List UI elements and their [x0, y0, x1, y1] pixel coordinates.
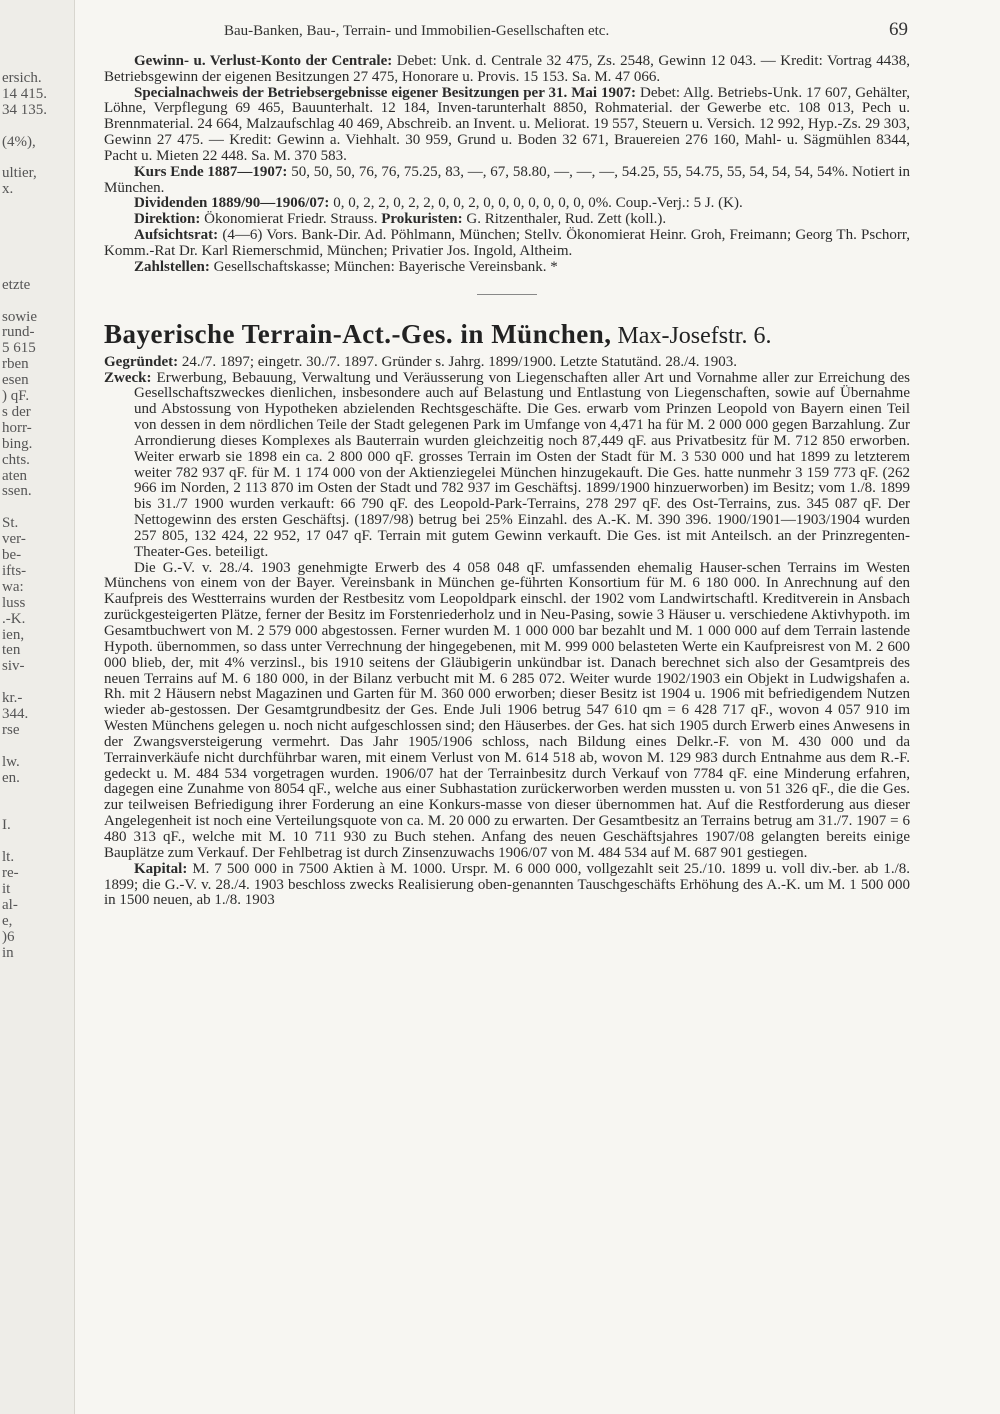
- dividenden-label: Dividenden 1889/90—1906/07:: [134, 195, 330, 212]
- gutter-fragment: esen: [2, 372, 29, 389]
- gutter-fragment: al-: [2, 896, 18, 913]
- gutter-fragment: rund-: [2, 324, 35, 341]
- kapital-paragraph: [104, 862, 910, 910]
- dividenden-text: 0, 0, 2, 2, 0, 2, 2, 0, 0, 2, 0, 0, 0, 0, 0, 0, 0, 0%. Coup.-Verj.: 5 J. (K).: [329, 195, 743, 212]
- zweck-text: Erwerbung, Bebauung, Verwaltung und Veräusserung von Liegenschaften aller Art und Vornahme aller zur Erreichung des Gesellschaftszweckes dienlichen, insbesondere auch auf Belastung und Entlastung von Liegenschaften, sowie auf Übernahme und Abstossung von Hypotheken abzielenden Rechtsgeschäfte. Die Ges. erwarb vom Prinzen Leopold von Bayern einen Teil von dessen in dem nördlichen Teile der Stadt gelegenen Park im Umfange von 4,471 ha für M. 2 000 000 gegen Barzahlung. Zur Arrondierung dieses Komplexes als Bauterrain wurden gleichzeitig noch 87,449 qF. aus Privatbesitz für M. 712 850 erworben. Weiter erwarb sie 1898 ein ca. 2 800 000 qF. grosses Terrain im Osten der Stadt für M. 3 530 000 und hat 1899 zu letzterem weiter 782 937 qF. für M. 1 174 000 von der Aktienziegelei München hinzugekauft. Die Ges. hatte nunmehr 3 159 773 qF. (262 966 im Norden, 2 113 870 im Osten der Stadt und 782 937 im Geschäftsj. 1899/1900 hinzuerworben) im Besitz; vom 1./8. 1899 bis 31./7 1900 wurden verkauft: 66 790 qF. des Leopold-Park-Terrains, 278 297 qF. des Ost-Terrains, zus. 345 087 qF. Der Nettogewinn des ersten Geschäftsj. (1897/98) betrug bei 25% Einzahl. des A.-K. M. 390 396. 1900/1901—1903/1904 wurden 257 805, 132 424, 22 952, 17 047 qF. Terrain mit gutem Gewinn verkauft. Die Ges. ist mit Anteilsch. an der Prinzregenten-Theater-Ges. beteiligt.: [134, 369, 910, 560]
- gutter-fragment: chts.: [2, 451, 30, 468]
- page: [104, 19, 911, 909]
- dividenden-paragraph: [104, 196, 910, 212]
- kurs-paragraph: [104, 165, 910, 197]
- prokuristen-label: Prokuristen:: [381, 211, 463, 228]
- direktion-paragraph: [104, 212, 910, 228]
- gutter-fragment: )6: [2, 928, 15, 945]
- gutter-fragment: (4%),: [2, 133, 36, 150]
- gutter-fragment: 5 615: [2, 340, 36, 357]
- gutter-fragment: 344.: [2, 706, 29, 722]
- zweck-paragraph: [104, 371, 910, 561]
- kapital-text: M. 7 500 000 in 7500 Aktien à M. 1000. Urspr. M. 6 000 000, vollgezahlt seit 25./10. 1899 u. voll div.-ber. ab 1./8. 1899; die G.-V. v. 28./4. 1903 beschloss zwecks Realisierung oben-genannten Tauschgeschäfts Erhöhung des A.-K. um M. 1 500 000 in 1500 neuen, ab 1./8. 1903: [104, 860, 910, 909]
- gutter-fragment: sowie: [2, 308, 37, 325]
- page-number: 69: [889, 19, 908, 40]
- left-margin-previous-page: [0, 0, 75, 1414]
- specialnachweis-label: Specialnachweis der Betriebsergebnisse eigener Besitzungen per 31. Mai 1907:: [134, 84, 637, 101]
- specialnachweis-paragraph: [104, 86, 910, 165]
- gutter-fragment: ifts-: [2, 562, 27, 579]
- company-address: Max-Josefstr. 6.: [611, 322, 772, 349]
- gutter-fragment: kr.-: [2, 690, 23, 707]
- page-header: [224, 19, 910, 40]
- zahlstellen-paragraph: [104, 260, 910, 276]
- gutter-fragment: lw.: [2, 753, 20, 770]
- gutter-fragment: e,: [2, 912, 13, 929]
- gutter-fragment: in: [2, 944, 14, 961]
- aufsichtsrat-label: Aufsichtsrat:: [134, 227, 219, 244]
- gutter-fragment: rben: [2, 356, 29, 373]
- gutter-fragment: aten: [2, 467, 27, 484]
- gutter-fragment: ) qF.: [2, 388, 30, 404]
- kurs-label: Kurs Ende 1887—1907:: [134, 163, 288, 180]
- gutter-fragment: luss: [2, 594, 26, 611]
- gegruendet-text: 24./7. 1897; eingetr. 30./7. 1897. Gründer s. Jahrg. 1899/1900. Letzte Statutänd. 28./4. 1903.: [178, 353, 737, 370]
- aufsichtsrat-text: (4—6) Vors. Bank-Dir. Ad. Pöhlmann, München; Stellv. Ökonomierat Heinr. Groh, Freimann; Georg Th. Pschorr, Komm.-Rat Dr. Karl Riemerschmid, München; Privatier Jos. Ingold, Altheim.: [104, 227, 910, 259]
- specialnachweis-text: Debet: Allg. Betriebs-Unk. 17 607, Gehälter, Löhne, Verpflegung 69 465, Bauunterhalt. 12 184, Inven-tarunterhalt 8850, Rohmaterial. der Gewerbe etc. 108 013, Pech u. Brennmaterial. 24 664, Malzaufschlag 40 469, Abschreib. an Invent. u. Meliorat. 19 557, Steuern u. Versich. 12 992, Hyp.-Zs. 29 303, Gewinn 27 475. — Kredit: Gewinn a. Viehhalt. 30 959, Grund u. Boden 32 671, Brauereien 276 160, Mahl- u. Sägmühlen 8344, Pacht u. Mieten 22 448. Sa. M. 370 583.: [104, 84, 910, 164]
- direktion-text: Ökonomierat Friedr. Strauss.: [200, 211, 378, 228]
- gutter-fragment: lt.: [2, 849, 15, 866]
- kapital-label: Kapital:: [134, 860, 188, 877]
- gutter-fragment: x.: [2, 181, 14, 198]
- gutter-fragment: s der: [2, 403, 31, 420]
- gutter-fragment: St.: [2, 515, 19, 532]
- gutter-fragment: ultier,: [2, 165, 37, 182]
- section-divider: [477, 294, 537, 295]
- aufsichtsrat-paragraph: [104, 228, 910, 260]
- gutter-fragment: it: [2, 880, 11, 897]
- generalversammlung-paragraph: Die G.-V. v. 28./4. 1903 genehmigte Erwerb des 4 058 048 qF. umfassenden ehemalig Hauser-schen Terrains im Westen Münchens von einem von der Bayer. Vereinsbank in München ge-führten Konsortium für M. 6 180 000. In Anrechnung auf den Kaufpreis des Westterrains wurden der Restbesitz vom Leopoldpark einschl. der 1902 vom Landwirtschaftl. Kreditverein in Ansbach zurückgesteigerten Plätze, ferner der Besitz im Forstenriederholz und in Neu-Pasing, sowie 3 Häuser u. verschiedene Aktivhypoth. im Gesamtbuchwert von M. 2 579 000 abgestossen. Ferner wurden M. 1 000 000 bar bezahlt und M. 1 000 000 auf dem Terrain lastende Hypoth. übernommen, so dass unter Verrechnung der hingegebenen, mit M. 999 000 belasteten Werte ein Kaufpreisrest von M. 2 600 000 blieb, der, mit 4% verzinsl., bis 1910 seitens der Gläubigerin unkündbar ist. Danach berechnet sich also der Gesamtpreis des neuen Terrains auf M. 6 180 000, in der Bilanz verbucht mit M. 6 285 072. Weiter wurde 1902/1903 ein Objekt in Ludwigshafen a. Rh. mit 2 Häusern nebst Magazinen und Garten für M. 360 000 erworben; dieser Besitz ist 1904 u. 1906 mit befriedigendem Nutzen wieder ab-gestossen. Der Gesamtgrundbesitz der Ges. Ende Juli 1906 betrug 547 610 qm = 6 428 717 qF., wovon 4 057 910 im Westen Münchens gelegen u. noch nicht aufgeschlossen sind; den Häuserbes. der Ges. hat sich 1905 durch Erwerb eines Anwesens in der Zwangsversteigerung vermehrt. Das Jahr 1905/1906 schloss, nach Bildung eines Delkr.-F. von M. 430 000 und da Terrainverkäufe nicht durchführbar waren, mit einem Verlust von M. 614 518 ab, wovon M. 129 983 durch Entnahme aus dem R.-F. gedeckt u. M. 484 534 vorgetragen wurden. 1906/07 hat der Terrainbesitz durch Verkauf von 7784 qF. eine Minderung erfahren, dagegen eine Zunahme von 8054 qF., welche aus einer Subhastation zurückerworben werden mussten u. von 51 326 qF., die die Ges. zur teilweisen Befriedigung ihrer Forderung an eine Konkurs-masse von dieser übernommen hat. Auf die Restforderung aus dieser Angelegenheit ist noch eine Verteilungsquote von ca. M. 20 000 zu erwarten. Der Gesamtbesitz an Terrains betrug am 31./7. 1907 = 6 480 313 qF., welche mit M. 10 711 930 zu Buch stehen. Anfang des neuen Geschäftsjahres 1907/08 gelangten bereits einige Bauplätze zum Verkauf. Der Fehlbetrag ist durch Zinsenzuwachs 1906/07 von M. 484 534 auf M. 687 901 gestiegen.: [104, 559, 910, 861]
- zahlstellen-label: Zahlstellen:: [134, 258, 210, 275]
- gv-konto-paragraph: [104, 54, 910, 86]
- gutter-fragment: rse: [2, 721, 20, 738]
- company-name: Bayerische Terrain-Act.-Ges. in München,: [104, 318, 612, 349]
- gutter-fragment: en.: [2, 769, 20, 786]
- prokuristen-text: G. Ritzenthaler, Rud. Zett (koll.).: [462, 211, 667, 228]
- gutter-fragment: be-: [2, 547, 22, 563]
- gutter-fragment: bing.: [2, 435, 33, 452]
- gegruendet-paragraph: [104, 355, 910, 371]
- gegruendet-label: Gegründet:: [104, 353, 179, 370]
- gutter-fragment: wa:: [2, 578, 24, 595]
- gutter-fragment: ten: [2, 642, 21, 659]
- gutter-fragment: ien,: [2, 626, 25, 643]
- gv-konto-text: Debet: Unk. d. Centrale 32 475, Zs. 2548, Gewinn 12 043. — Kredit: Vortrag 4438, Betriebsgewinn der eigenen Besitzungen 27 475, Honorare u. Provis. 15 153. Sa. M. 47 066.: [104, 52, 911, 85]
- gutter-fragment: ver-: [2, 531, 26, 548]
- zweck-label: Zweck:: [104, 369, 152, 386]
- gutter-fragment: horr-: [2, 419, 32, 436]
- direktion-label: Direktion:: [134, 211, 201, 228]
- gutter-fragment: etzte: [2, 276, 31, 293]
- gutter-fragment: I.: [2, 817, 11, 834]
- company-title: [104, 317, 910, 353]
- gutter-fragment: siv-: [2, 658, 25, 675]
- gutter-fragment: 34 135.: [2, 101, 47, 118]
- kurs-text: 50, 50, 50, 76, 76, 75.25, 83, —, 67, 58.80, —, —, —, 54.25, 55, 54.75, 55, 54, 54, 54, 54%. Notiert in München.: [104, 163, 910, 196]
- gutter-fragment: re-: [2, 865, 19, 881]
- gutter-fragment: ssen.: [2, 483, 32, 500]
- gv-konto-label: Gewinn- u. Verlust-Konto der Centrale:: [134, 52, 393, 69]
- running-title: Bau-Banken, Bau-, Terrain- und Immobilien-Gesellschaften etc.: [224, 23, 610, 39]
- zahlstellen-text: Gesellschaftskasse; München: Bayerische Vereinsbank. *: [209, 258, 558, 275]
- gutter-fragment: .-K.: [2, 610, 26, 627]
- gutter-fragment: ersich.: [2, 70, 42, 86]
- gutter-fragment: 14 415.: [2, 85, 47, 102]
